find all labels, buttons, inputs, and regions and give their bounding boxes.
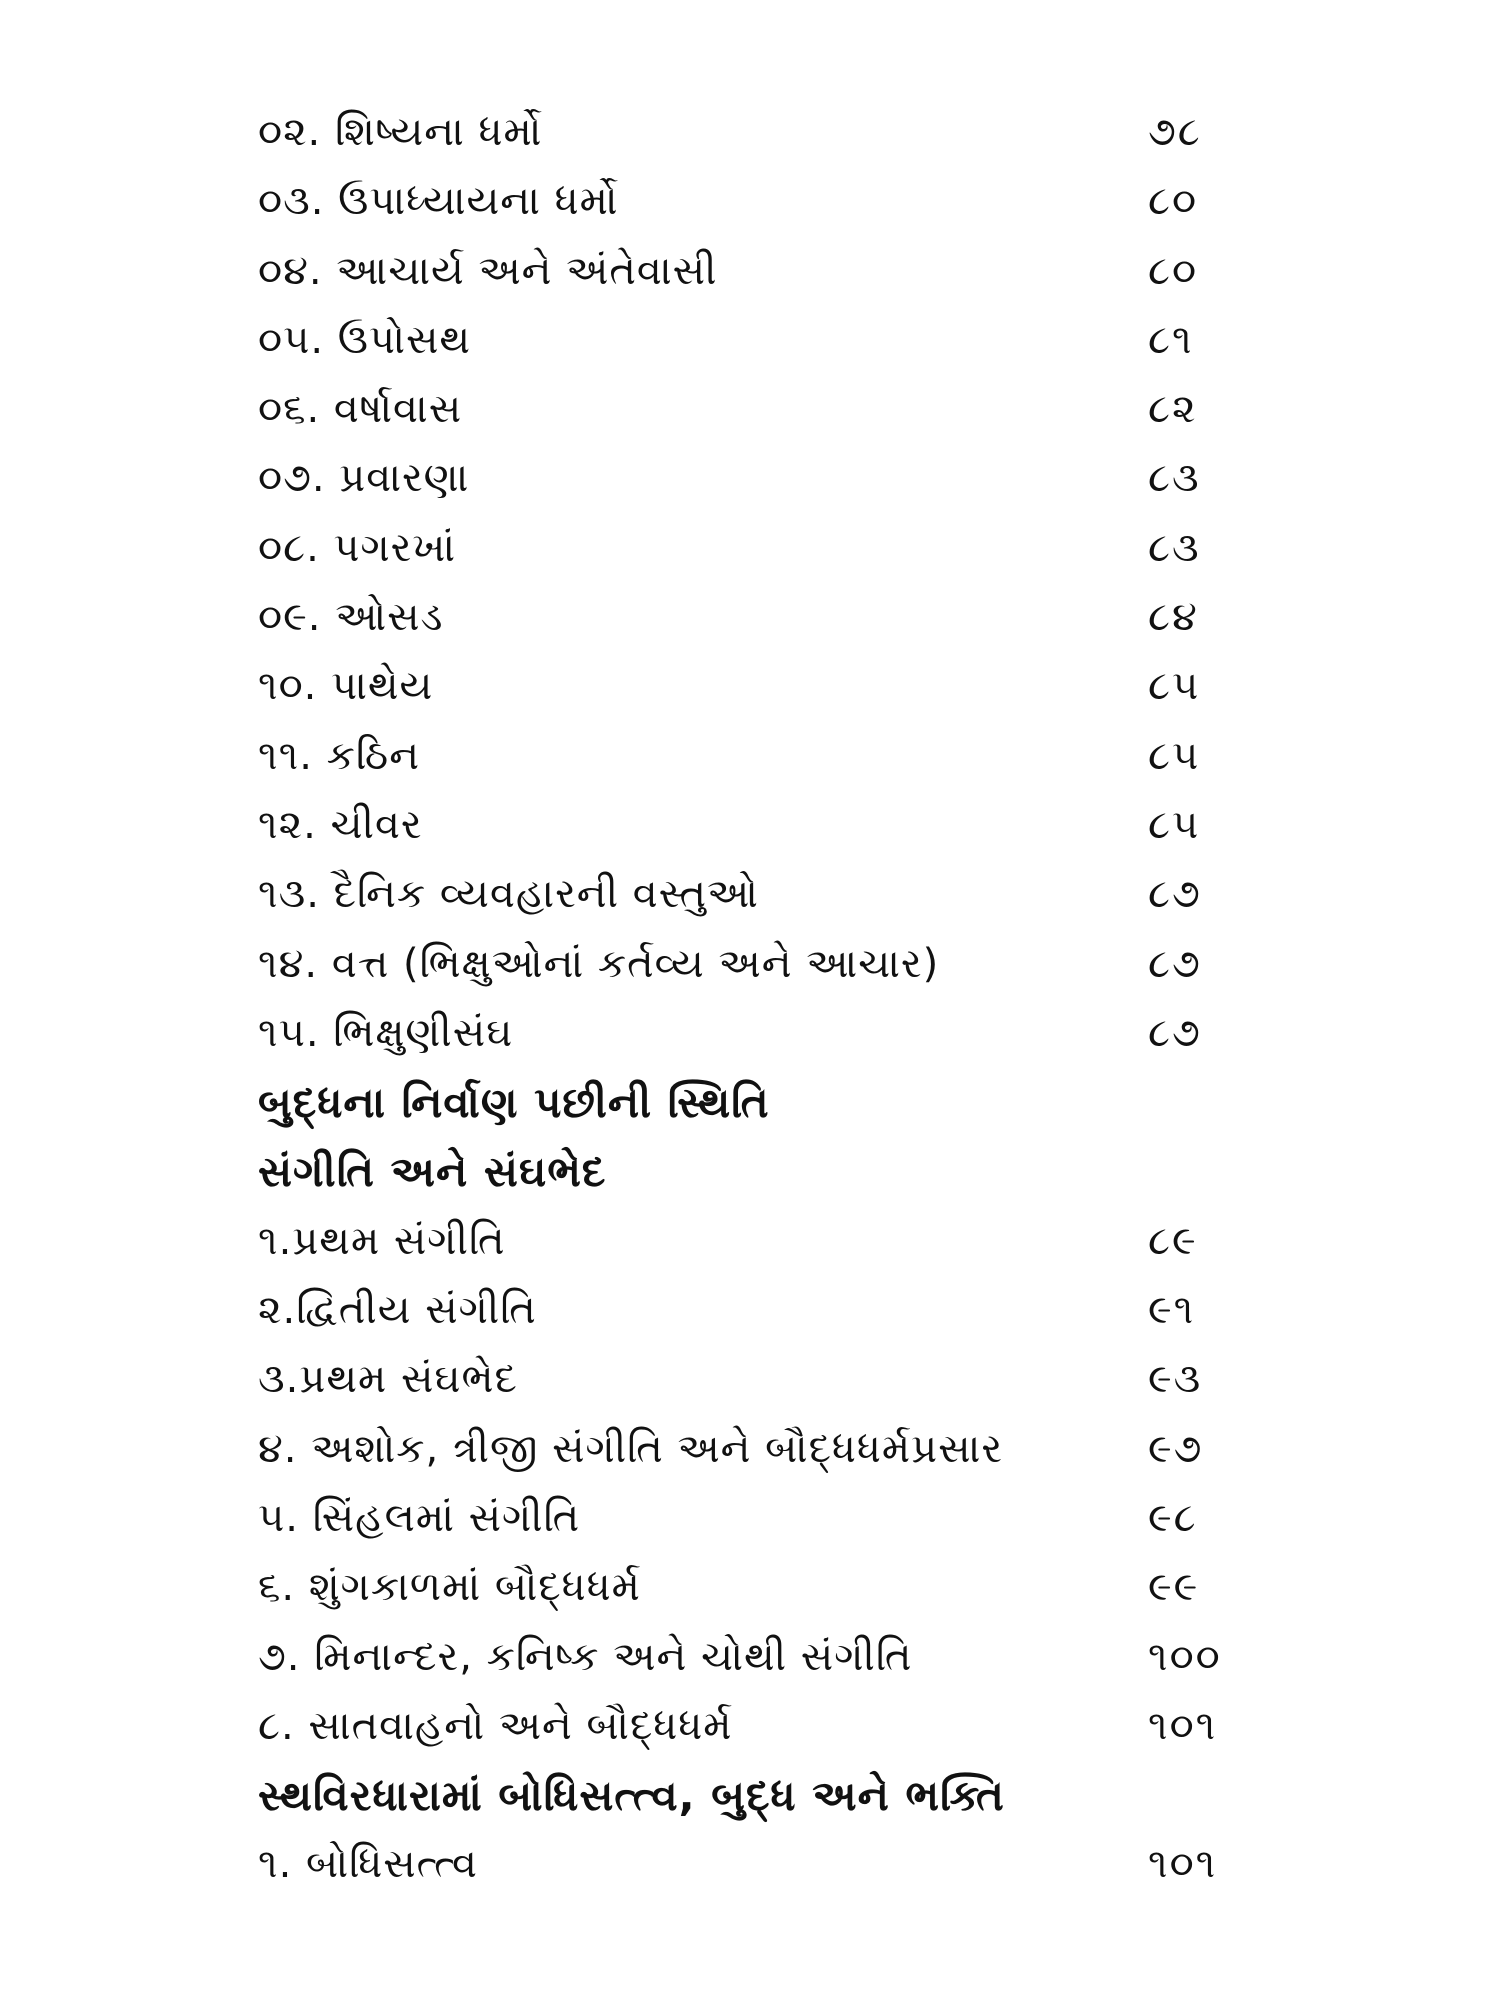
toc-entry-page: ૮૦ [1148,178,1199,225]
toc-entry-page: ૯૮ [1148,1494,1198,1541]
toc-entry-label: ૦૬. વર્ષાવાસ [258,386,463,433]
toc-entry-page: ૮૭ [1148,871,1202,918]
toc-entry [258,444,1278,513]
toc-entry-label: ૩.પ્રથમ સંઘભેદ [258,1356,518,1403]
toc-entry [258,237,1278,306]
toc-entry-label: ૧.પ્રથમ સંગીતિ [258,1217,506,1264]
toc-entry-label: ૦૭. પ્રવારણા [258,455,470,502]
table-of-contents [258,98,1278,1900]
toc-entry-label: ૪. અશોક, ત્રીજી સંગીતિ અને બૌદ્ધધર્મપ્રસાર [258,1425,1004,1472]
section-heading [258,1137,1278,1206]
toc-entry [258,791,1278,860]
section-heading-text: સ્થવિરધારામાં બોધિસત્ત્વ, બુદ્ધ અને ભક્તિ [258,1771,1005,1821]
toc-entry [258,1830,1278,1899]
toc-entry-page: ૮૪ [1148,594,1199,641]
toc-entry [258,1484,1278,1553]
toc-entry-page: ૮૫ [1148,801,1201,848]
toc-entry [258,652,1278,721]
section-heading [258,1068,1278,1137]
toc-entry-page: ૯૩ [1148,1356,1203,1403]
toc-entry [258,1553,1278,1622]
toc-entry [258,167,1278,236]
toc-entry-label: ૦૯. ઓસડ [258,594,444,641]
toc-entry-label: ૦૮. પગરખાં [258,524,457,571]
toc-entry-page: ૮૭ [1148,1009,1202,1056]
toc-entry-label: ૬. શુંગકાળમાં બૌદ્ધધર્મ [258,1564,641,1611]
toc-entry-page: ૮૯ [1148,1217,1198,1264]
toc-entry-page: ૧૦૦ [1148,1633,1222,1680]
toc-entry-page: ૮૫ [1148,663,1201,710]
toc-entry-label: ૧૦. પાથેય [258,663,434,710]
toc-entry-page: ૮૧ [1148,316,1194,363]
toc-entry [258,375,1278,444]
toc-entry-page: ૯૧ [1148,1287,1196,1334]
toc-entry [258,930,1278,999]
toc-entry-label: ૮. સાતવાહનો અને બૌદ્ધધર્મ [258,1702,733,1749]
toc-entry [258,1415,1278,1484]
toc-entry-label: ૧૩. દૈનિક વ્યવહારની વસ્તુઓ [258,871,759,918]
toc-entry-label: ૧૨. ચીવર [258,801,423,848]
toc-entry-label: ૧૧. કઠિન [258,732,420,779]
toc-entry-page: ૭૮ [1148,109,1202,155]
section-heading [258,1761,1278,1830]
toc-entry-label: ૭. મિનાન્દર, કનિષ્ક અને ચોથી સંગીતિ [258,1633,913,1680]
toc-entry [258,514,1278,583]
toc-entry-page: ૯૯ [1148,1564,1200,1611]
toc-entry [258,999,1278,1068]
toc-entry-page: ૮૨ [1148,386,1198,433]
toc-entry [258,1276,1278,1345]
toc-entry [258,860,1278,929]
toc-entry [258,1623,1278,1692]
toc-entry-label: ૦૫. ઉપોસથ [258,316,472,363]
toc-entry-label: ૧૫. ભિક્ષુણીસંઘ [258,1009,514,1056]
toc-entry-label: ૦૩. ઉપાધ્યાયના ધર્મો [258,178,619,225]
toc-entry-page: ૮૦ [1148,247,1199,294]
section-heading-text: સંગીતિ અને સંઘભેદ [258,1147,607,1197]
toc-entry [258,1692,1278,1761]
toc-entry-label: ૧. બોધિસત્ત્વ [258,1841,478,1888]
toc-entry [258,98,1278,167]
toc-entry [258,1345,1278,1414]
toc-entry-page: ૮૫ [1148,732,1201,779]
toc-entry-label: ૧૪. વત્ત (ભિક્ષુઓનાં કર્તવ્ય અને આચાર) [258,940,940,987]
toc-entry-page: ૧૦૧ [1148,1702,1218,1749]
toc-entry-label: ૨.દ્વિતીય સંગીતિ [258,1287,537,1334]
toc-entry [258,306,1278,375]
toc-entry-page: ૮૩ [1148,524,1201,571]
toc-entry-page: ૧૦૧ [1148,1841,1218,1888]
toc-entry-page: ૯૭ [1148,1425,1204,1472]
toc-entry-label: ૫. સિંહલમાં સંગીતિ [258,1494,581,1541]
toc-entry-label: ૦૨. શિષ્યના ધર્મો [258,109,543,155]
toc-entry-page: ૮૩ [1148,455,1201,502]
toc-entry [258,722,1278,791]
toc-entry-label: ૦૪. આચાર્ય અને અંતેવાસી [258,247,718,294]
section-heading-text: બુદ્ધના નિર્વાણ પછીની સ્થિતિ [258,1078,770,1128]
toc-entry-page: ૮૭ [1148,940,1202,987]
toc-entry [258,583,1278,652]
toc-entry [258,1207,1278,1276]
